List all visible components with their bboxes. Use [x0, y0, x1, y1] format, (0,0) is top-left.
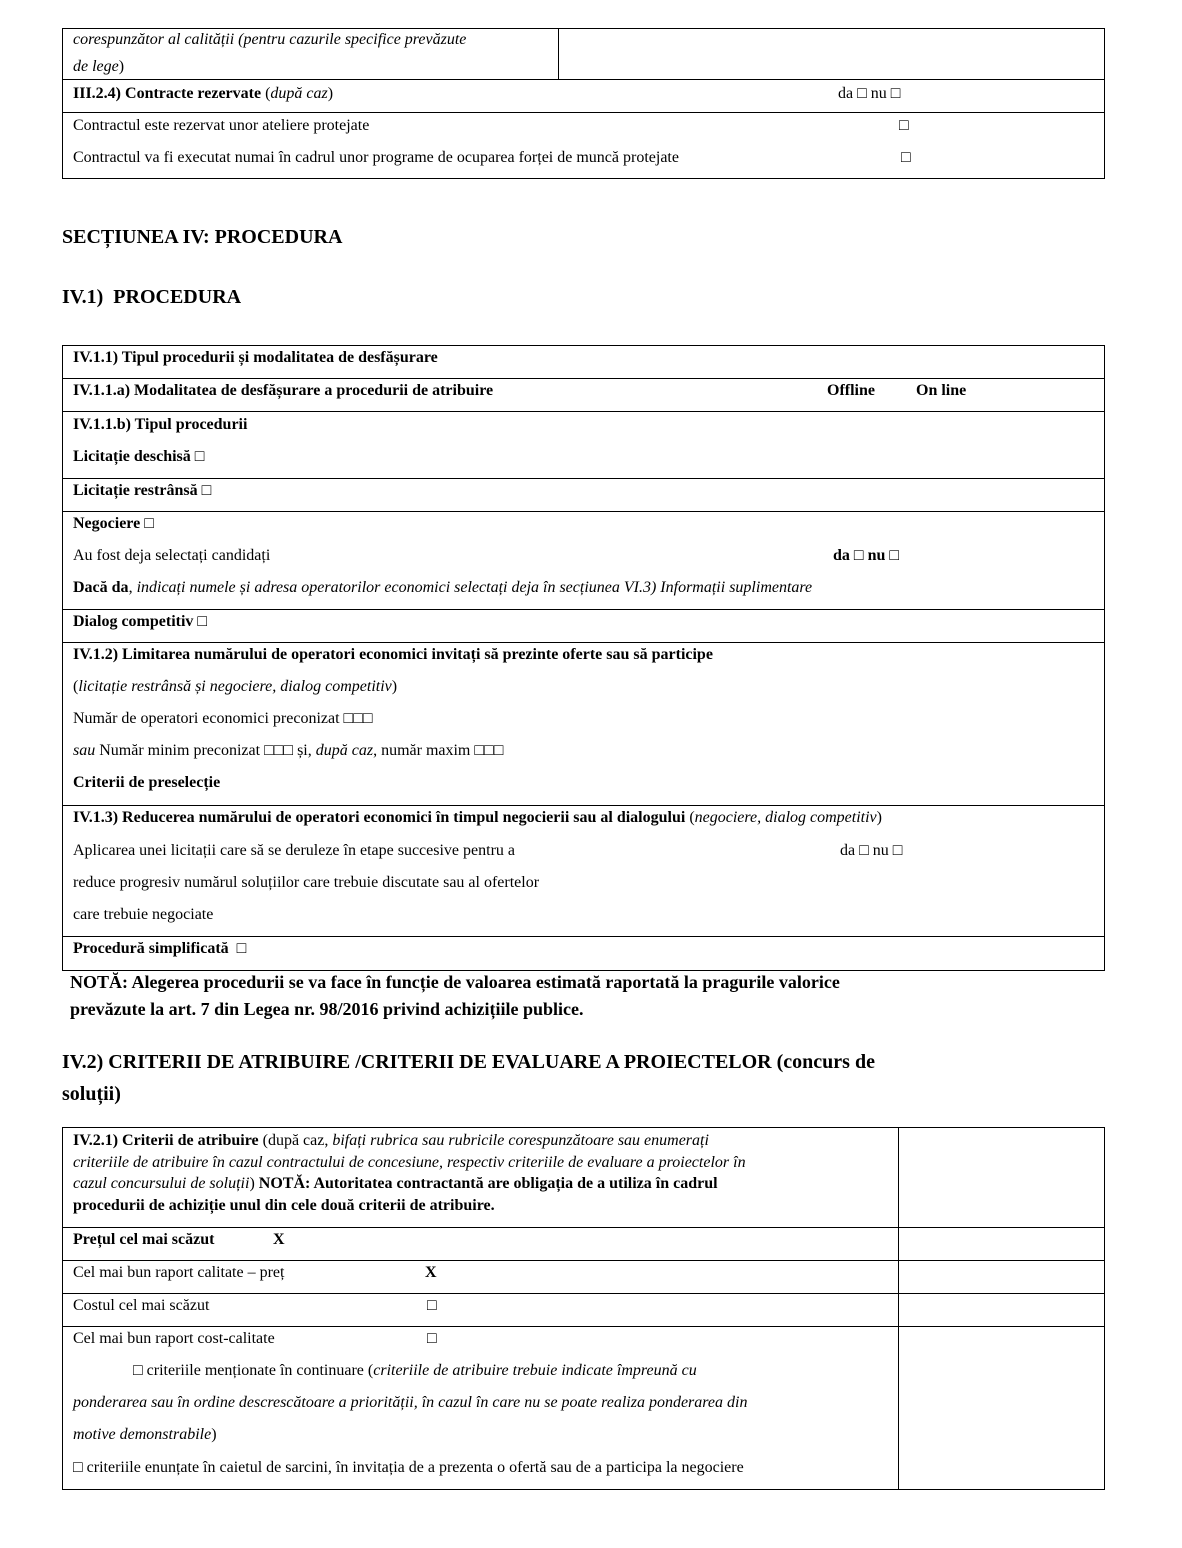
iii24-paren-close: ) [327, 85, 334, 102]
criteria-below-option[interactable] [133, 1361, 697, 1381]
if-yes-instruction [73, 578, 812, 598]
iv221-instr-2: criteriile de atribuire în cazul contractului de concesiune, respectiv criteriile de evaluare a proiectelor în [73, 1153, 746, 1171]
as-case-italic: după caz [315, 742, 374, 759]
iii24-code: III.2.4) Contracte rezervate [73, 85, 262, 102]
lowest-price-row [63, 1228, 899, 1261]
iii24-paren-open: ( [265, 85, 271, 102]
iv111b-row [63, 412, 1105, 479]
iv112-scope [73, 677, 397, 697]
iv112-row [63, 643, 1105, 806]
quality-price-row [63, 1261, 899, 1294]
if-yes-italic: indicați numele și adresa operatorilor economici selectați deja în secțiunea VI.3) Informații suplimentare [136, 579, 813, 596]
iv221-as-case: (după caz, [262, 1132, 329, 1149]
procedure-note-line-1: NOTĂ: Alegerea procedurii se va face în funcție de valoarea estimată raportată la pragurile valorice [70, 972, 840, 992]
iv2-title-line-2: soluții) [62, 1083, 121, 1105]
iv1-title: IV.1) PROCEDURA [62, 286, 242, 308]
simplified-procedure-checkbox[interactable]: Procedură simplificată □ [73, 940, 247, 957]
operators-count-field[interactable]: Număr de operatori economici preconizat □□□ [73, 710, 373, 727]
iv112-scope-open: ( [73, 678, 79, 695]
quality-price-mark[interactable]: X [425, 1264, 437, 1281]
successive-stages-text-2: reduce progresiv numărul soluțiilor care trebuie discutate sau al ofertelor [73, 874, 540, 891]
quality-cell [63, 29, 559, 80]
iv112-scope-italic: licitație restrânsă și negociere, dialog competitiv [78, 678, 392, 695]
quality-price-label: Cel mai bun raport calitate – preț [73, 1264, 285, 1281]
iii24-yes-no[interactable]: da □ nu □ [838, 85, 901, 102]
iv221-instr-3: cazul concursului de soluții [73, 1175, 250, 1192]
restricted-row [63, 479, 1105, 512]
iv2-title [62, 1046, 875, 1110]
procedure-table [62, 345, 1105, 971]
quality-price-value-cell [899, 1261, 1105, 1294]
dialog-row [63, 610, 1105, 643]
award-criteria-table [62, 1127, 1105, 1490]
reserved-option-1-checkbox[interactable]: □ [899, 117, 909, 134]
quality-text-2-line [73, 57, 124, 77]
iv221-instr-1: bifați rubrica sau rubricile corespunzătoare sau enumerați [332, 1132, 709, 1149]
open-tender-checkbox[interactable]: Licitație deschisă □ [73, 448, 205, 465]
restricted-tender-checkbox[interactable]: Licitație restrânsă □ [73, 482, 212, 499]
quality-text-2: de lege [73, 58, 119, 75]
candidates-selected-label: Au fost deja selectați candidați [73, 547, 271, 564]
iv111a-label: IV.1.1.a) Modalitatea de desfășurare a procedurii de atribuire [73, 382, 494, 399]
iii24-row [63, 80, 1105, 113]
lowest-price-label: Prețul cel mai scăzut [73, 1231, 215, 1248]
lowest-cost-label: Costul cel mai scăzut [73, 1297, 210, 1314]
iv111a-row [63, 379, 1105, 412]
or-italic: sau [73, 742, 96, 759]
procedure-note [70, 969, 840, 1023]
iv112-label: IV.1.2) Limitarea numărului de operatori economici invitați să prezinte oferte sau să participe [73, 646, 713, 663]
lowest-price-value-cell [899, 1228, 1105, 1261]
iv221-value-cell [899, 1128, 1105, 1228]
iii24-paren-italic: după caz [270, 85, 328, 102]
cost-quality-label: Cel mai bun raport cost-calitate [73, 1330, 275, 1347]
successive-stages-text-1: Aplicarea unei licitații care să se deruleze în etape succesive pentru a [73, 842, 515, 859]
criteria-specs-option[interactable]: □ criteriile enunțate în caietul de sarcini, în invitația de a prezenta o ofertă sau de a participa la negociere [73, 1459, 744, 1476]
iv113-bold: IV.1.3) Reducerea numărului de operatori economici în timpul negocierii sau al dialogului [73, 809, 686, 826]
quality-text-1: corespunzător al calității (pentru cazurile specifice prevăzute [73, 31, 467, 48]
section-title: SECȚIUNEA IV: PROCEDURA [62, 226, 343, 248]
criteria-below-close: ) [211, 1426, 217, 1443]
iv221-note-1: NOTĂ: Autoritatea contractantă are obligația de a utiliza în cadrul [258, 1175, 718, 1192]
reserved-option-1: Contractul este rezervat unor ateliere protejate [73, 117, 370, 134]
iv113-label [73, 808, 882, 828]
iv113-row [63, 806, 1105, 937]
cost-quality-value-cell [899, 1327, 1105, 1490]
iv111-label: IV.1.1) Tipul procedurii și modalitatea de desfășurare [73, 349, 438, 366]
cost-quality-checkbox[interactable]: □ [427, 1330, 437, 1347]
iv113-close: ) [876, 809, 882, 826]
if-yes-bold: Dacă da [73, 579, 129, 596]
criteria-below-italic-3: motive demonstrabile [73, 1426, 212, 1443]
criteria-below-italic-2: ponderarea sau în ordine descrescătoare a priorității, în cazul în care nu se poate realiza ponderarea din [73, 1394, 748, 1411]
preselection-criteria-label: Criterii de preselecție [73, 774, 221, 791]
successive-stages-text-3: care trebuie negociate [73, 906, 214, 923]
iv112-scope-close: ) [391, 678, 398, 695]
iv221-note-2: procedurii de achiziție unul din cele două criterii de atribuire. [73, 1196, 495, 1214]
quality-value-cell [559, 29, 1105, 80]
criteria-below-text: □ criteriile menționate în continuare ( [133, 1362, 374, 1379]
criteria-below-italic-1: criteriile de atribuire trebuie indicate împreună cu [373, 1362, 697, 1379]
procedure-note-line-2: prevăzute la art. 7 din Legea nr. 98/2016 privind achizițiile publice. [70, 999, 584, 1019]
offline-option[interactable]: Offline [827, 382, 875, 399]
reserved-option-2: Contractul va fi executat numai în cadrul unor programe de ocuparea forței de muncă protejate [73, 149, 679, 166]
lowest-cost-value-cell [899, 1294, 1105, 1327]
max-count-text: , număr maxim □□□ [373, 742, 504, 759]
iv221-header-cell [63, 1128, 899, 1228]
negotiation-checkbox[interactable]: Negociere □ [73, 515, 154, 532]
iv113-italic: negociere, dialog competitiv [694, 809, 877, 826]
iv113-open: ( [689, 809, 695, 826]
criteria-below-line-3 [73, 1425, 217, 1445]
min-count-text: Număr minim preconizat □□□ și, [99, 742, 312, 759]
reserved-option-2-checkbox[interactable]: □ [901, 149, 911, 166]
iv221-header-text [73, 1130, 883, 1216]
min-max-operators-field[interactable] [73, 741, 503, 761]
simplified-row [63, 937, 1105, 971]
online-option[interactable]: On line [916, 382, 967, 399]
competitive-dialog-checkbox[interactable]: Dialog competitiv □ [73, 613, 208, 630]
iv2-title-line-1: IV.2) CRITERII DE ATRIBUIRE /CRITERII DE EVALUARE A PROIECTELOR (concurs de [62, 1051, 875, 1073]
iv221-label: IV.2.1) Criterii de atribuire [73, 1132, 259, 1149]
quality-close: ) [118, 58, 125, 75]
reserved-options-row [63, 113, 1105, 179]
successive-stages-yes-no[interactable]: da □ nu □ [840, 842, 903, 859]
if-yes-comma: , [128, 579, 133, 596]
iv221-close: ) [249, 1175, 255, 1192]
lowest-cost-checkbox[interactable]: □ [427, 1297, 437, 1314]
lowest-cost-row [63, 1294, 899, 1327]
iii24-heading [73, 84, 333, 104]
iv111b-label: IV.1.1.b) Tipul procedurii [73, 416, 248, 433]
negotiation-row [63, 512, 1105, 610]
candidates-selected-yes-no[interactable]: da □ nu □ [833, 547, 900, 564]
cost-quality-row [63, 1327, 899, 1490]
reserved-contracts-table [62, 28, 1105, 179]
lowest-price-mark[interactable]: X [273, 1231, 285, 1248]
iv111-row [63, 346, 1105, 379]
